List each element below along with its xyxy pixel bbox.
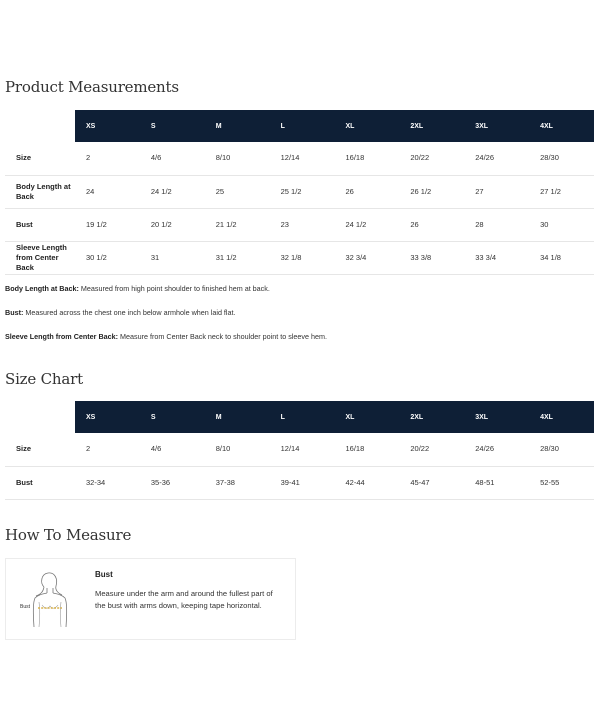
table-cell: 2: [75, 433, 140, 466]
woman-bust-measure-icon: [14, 565, 84, 635]
table-cell: 48-51: [464, 466, 529, 499]
size-header: 3XL: [464, 401, 529, 433]
header-corner: [5, 110, 75, 142]
table-cell: 30 1/2: [75, 241, 140, 274]
table-cell: 32-34: [75, 466, 140, 499]
table-cell: 34 1/8: [529, 241, 594, 274]
table-cell: 30: [529, 208, 594, 241]
table-cell: 16/18: [335, 142, 400, 175]
table-cell: 28/30: [529, 142, 594, 175]
table-cell: 39-41: [270, 466, 335, 499]
figure-label: Bust: [20, 604, 31, 610]
size-header: 3XL: [464, 110, 529, 142]
table-cell: 2: [75, 142, 140, 175]
table-cell: 32 1/8: [270, 241, 335, 274]
row-label: Bust: [5, 466, 75, 499]
header-corner: [5, 401, 75, 433]
table-cell: 24: [75, 175, 140, 208]
size-header: S: [140, 401, 205, 433]
size-header: XS: [75, 401, 140, 433]
table-cell: 4/6: [140, 433, 205, 466]
table-cell: 24 1/2: [335, 208, 400, 241]
table-cell: 31 1/2: [205, 241, 270, 274]
table-cell: 8/10: [205, 142, 270, 175]
table-cell: 37-38: [205, 466, 270, 499]
size-header: L: [270, 110, 335, 142]
size-header: L: [270, 401, 335, 433]
note-text: Measured from high point shoulder to finished hem at back.: [78, 284, 270, 293]
table-cell: 8/10: [205, 433, 270, 466]
table-row: [5, 241, 594, 274]
size-header: XL: [335, 110, 400, 142]
size-header: 2XL: [399, 401, 464, 433]
table-cell: 35-36: [140, 466, 205, 499]
size-chart-title: Size Chart: [5, 370, 83, 388]
table-header-row: [5, 110, 594, 142]
measure-card: [5, 558, 296, 640]
table-cell: 24 1/2: [140, 175, 205, 208]
bust-illustration: [14, 565, 84, 635]
table-cell: 24/26: [464, 142, 529, 175]
table-cell: 25: [205, 175, 270, 208]
row-label: Sleeve Length from Center Back: [5, 241, 75, 274]
table-cell: 27: [464, 175, 529, 208]
table-cell: 26: [399, 208, 464, 241]
table-cell: 32 3/4: [335, 241, 400, 274]
product-measurements-title: Product Measurements: [5, 78, 179, 96]
note-text: Measured across the chest one inch below armhole when laid flat.: [23, 308, 236, 317]
size-header: 2XL: [399, 110, 464, 142]
table-cell: 25 1/2: [270, 175, 335, 208]
table-cell: 52-55: [529, 466, 594, 499]
table-cell: 21 1/2: [205, 208, 270, 241]
size-header: S: [140, 110, 205, 142]
table-row: [5, 175, 594, 208]
card-title: Bust: [95, 570, 113, 579]
table-cell: 26: [335, 175, 400, 208]
table-cell: 26 1/2: [399, 175, 464, 208]
row-label: Size: [5, 142, 75, 175]
row-label: Bust: [5, 208, 75, 241]
table-cell: 28: [464, 208, 529, 241]
note-text: Measure from Center Back neck to shoulder point to sleeve hem.: [118, 332, 327, 341]
note-bust: [5, 308, 236, 317]
table-cell: 20/22: [399, 142, 464, 175]
table-cell: 45-47: [399, 466, 464, 499]
how-to-measure-title: How To Measure: [5, 526, 132, 544]
size-header: M: [205, 401, 270, 433]
table-header-row: [5, 401, 594, 433]
table-cell: 20/22: [399, 433, 464, 466]
note-term: Sleeve Length from Center Back:: [5, 332, 119, 341]
row-label: Size: [5, 433, 75, 466]
table-cell: 20 1/2: [140, 208, 205, 241]
note-term: Body Length at Back:: [5, 284, 79, 293]
table-cell: 33 3/4: [464, 241, 529, 274]
table-cell: 33 3/8: [399, 241, 464, 274]
table-row: [5, 142, 594, 175]
note-body-length: [5, 284, 270, 293]
table-cell: 27 1/2: [529, 175, 594, 208]
table-row: [5, 433, 594, 466]
table-cell: 16/18: [335, 433, 400, 466]
size-header: M: [205, 110, 270, 142]
table-row: [5, 208, 594, 241]
size-header: XL: [335, 401, 400, 433]
table-cell: 28/30: [529, 433, 594, 466]
table-cell: 4/6: [140, 142, 205, 175]
card-description: Measure under the arm and around the fullest part of the bust with arms down, keeping tape horizontal.: [95, 589, 273, 610]
size-chart-table: [5, 401, 594, 500]
table-cell: 12/14: [270, 433, 335, 466]
table-row: [5, 466, 594, 499]
table-cell: 24/26: [464, 433, 529, 466]
size-header: 4XL: [529, 110, 594, 142]
size-header: 4XL: [529, 401, 594, 433]
note-term: Bust:: [5, 308, 24, 317]
note-sleeve-length: [5, 332, 327, 341]
table-cell: 31: [140, 241, 205, 274]
table-cell: 23: [270, 208, 335, 241]
product-measurements-table: [5, 110, 594, 275]
row-label: Body Length at Back: [5, 175, 75, 208]
table-cell: 12/14: [270, 142, 335, 175]
table-cell: 19 1/2: [75, 208, 140, 241]
size-header: XS: [75, 110, 140, 142]
table-cell: 42-44: [335, 466, 400, 499]
